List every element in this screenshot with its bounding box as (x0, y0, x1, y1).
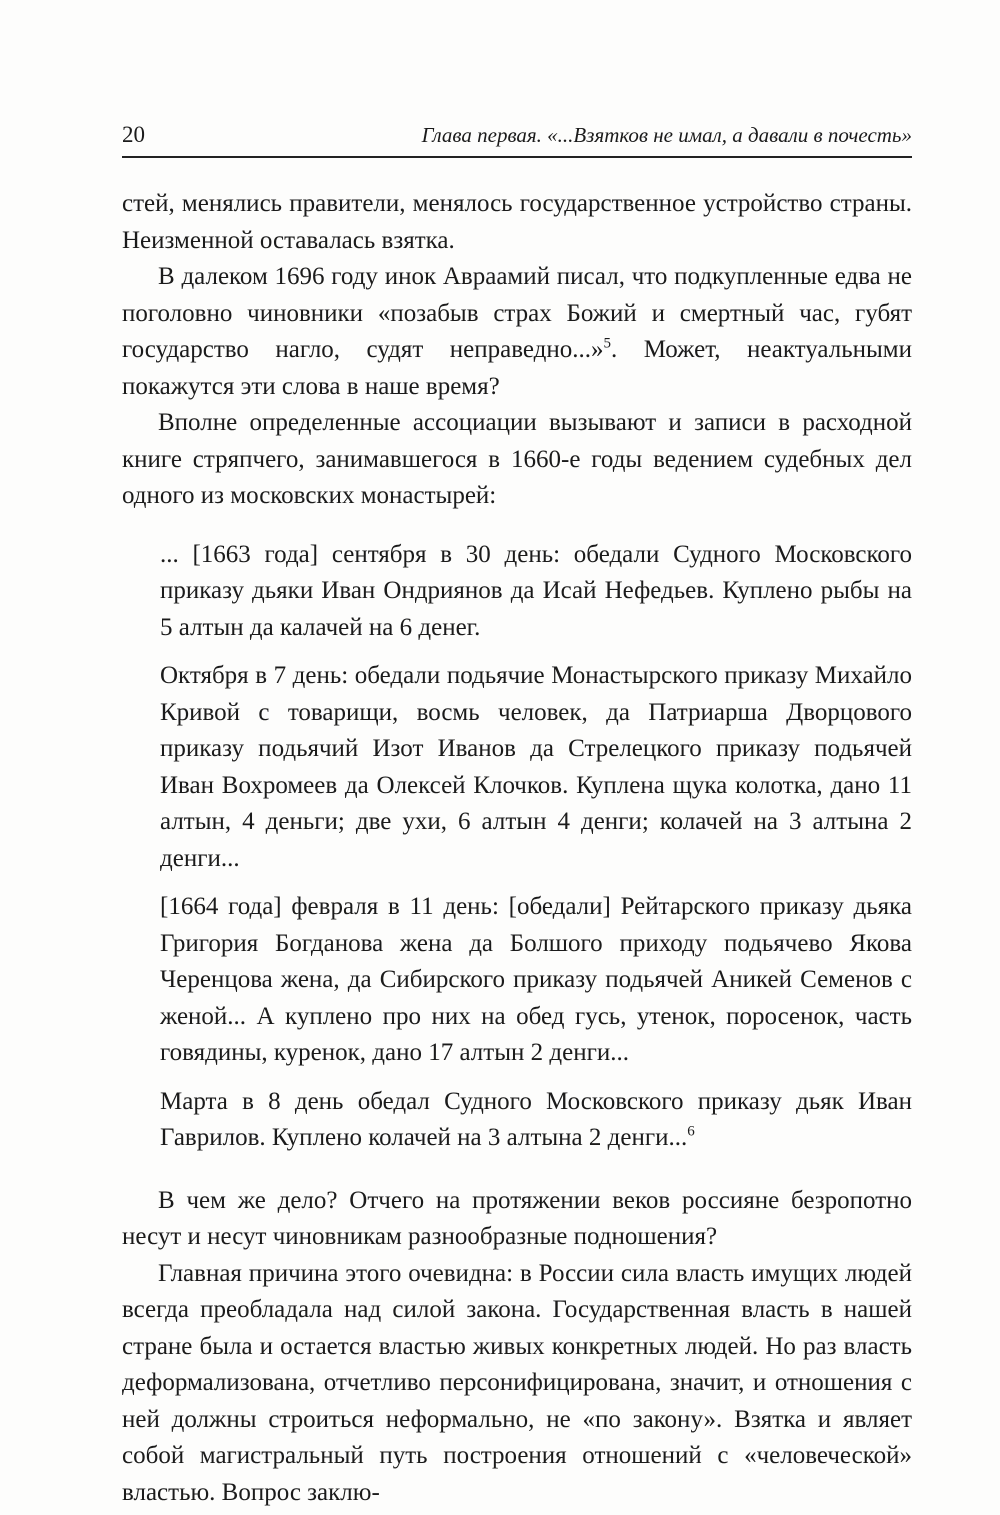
paragraph-avraamiy (122, 259, 912, 405)
quote-paragraph: Октября в 7 день: обедали подьячие Монастырского приказу Михайло Кривой с товарищи, восмь человек, да Патриарша Дворцового приказу подьячий Изот Иванов да Стрелецкого приказу подьячей Иван Вохромеев да Олексей Клочков. Куплена щука колотка, дано 11 алтын, 4 деньги; две ухи, 6 алтын 4 денги; колачей на 3 алтына 2 денги... (160, 662, 912, 872)
paragraph-main-reason: Главная причина этого очевидна: в России сила власть имущих людей всегда преобладала над силой закона. Государственная власть в нашей стране была и остается властью живых конкретных людей. Но раз власть деформализована, отчетливо персонифицирована, значит, и отношения с ней должны строиться неформально, не «по закону». Взятка и являет собой магистральный путь построения отношений с «человеческой» властью. Вопрос заклю- (122, 1259, 912, 1506)
footnote-marker: 6 (687, 1123, 695, 1140)
running-title: Глава первая. «...Взятков не имал, а давали в почесть» (421, 123, 912, 147)
quote-paragraph: ... [1663 года] сентября в 30 день: обедали Судного Московского приказу дьяки Иван Ондриянов да Исай Нефедьев. Куплено рыбы на 5 алтын да калачей на 6 денег. (160, 540, 912, 641)
paragraph-continuation: стей, менялись правители, менялось государственное устройство страны. Неизменной оставалась взятка. (122, 190, 912, 254)
page-header (122, 120, 912, 158)
page-number: 20 (122, 122, 145, 147)
paragraph-text: В далеком 1696 году инок Авраамий писал, что подкупленные едва не поголовно чиновники «позабыв страх Божий и смертный час, губят государство нагло, судят неправедно...» (122, 263, 912, 363)
quote-paragraph (160, 1084, 912, 1157)
body-text (122, 186, 912, 1511)
paragraph-associations: Вполне определенные ассоциации вызывают и записи в расходной книге стряпчего, занимавшегося в 1660-е годы ведением судебных дел одного из московских монастырей: (122, 409, 912, 509)
quote-block (160, 537, 912, 1157)
paragraph-text-tail: . Может, неактуальными покажутся эти слова в наше время? (122, 336, 912, 400)
paragraph-question: В чем же дело? Отчего на протяжении веков россияне безропотно несут и несут чиновникам разнообразные подношения? (122, 1186, 912, 1250)
quote-paragraph: [1664 года] февраля в 11 день: [обедали] Рейтарского приказу дьяка Григория Богданова жена да Болшого приходу подьячево Якова Черенцова жена, да Сибирского приказу подьячей Аникей Семенов с женой... А куплено про них на обед гусь, утенок, поросенок, часть говядины, куренок, дано 17 алтын 2 денги... (160, 893, 912, 1066)
quote-text: Марта в 8 день обедал Судного Московского приказу дьяк Иван Гаврилов. Куплено колачей на 3 алтына 2 денги... (160, 1087, 912, 1151)
footnote-marker: 5 (603, 335, 611, 352)
